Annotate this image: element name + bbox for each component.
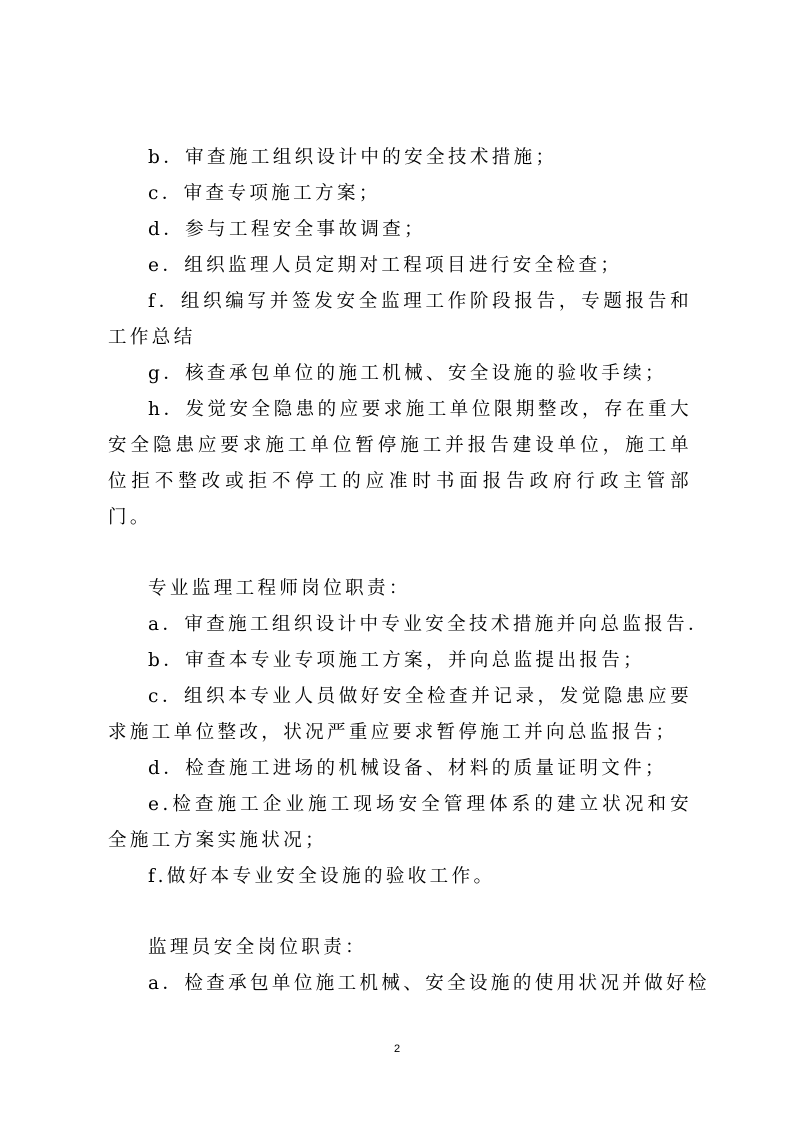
engineer-item-f: f.做好本专业安全设施的验收工作。 — [148, 866, 496, 887]
duty-item-d: d．参与工程安全事故调查； — [148, 219, 427, 240]
engineer-item-b: b．审查本专业专项施工方案，并向总监提出报告； — [148, 650, 646, 671]
duty-item-f: f．组织编写并签发安全监理工作阶段报告，专题报告和工作总结 — [108, 291, 692, 348]
duty-item-h: h．发觉安全隐患的应要求施工单位限期整改，存在重大安全隐患应要求施工单位暂停施工并报告建设单位，施工单位拒不整改或拒不停工的应准时书面报告政府行政主管部门。 — [108, 399, 692, 528]
duty-item-c: c．审查专项施工方案； — [148, 183, 381, 204]
engineer-item-e: e.检查施工企业施工现场安全管理体系的建立状况和安全施工方案实施状况； — [108, 794, 692, 851]
section-spacer — [108, 536, 692, 571]
duty-item-g: g．核查承包单位的施工机械、安全设施的验收手续； — [148, 363, 667, 384]
document-body — [108, 140, 710, 1002]
page-number: 2 — [393, 1043, 401, 1055]
engineer-item-c: c．组织本专业人员做好安全检查并记录，发觉隐患应要求施工单位整改，状况严重应要求暂停施工并向总监报告； — [108, 686, 692, 743]
duty-item-e: e．组织监理人员定期对工程项目进行安全检查； — [148, 255, 623, 276]
engineer-item-d: d．检查施工进场的机械设备、材料的质量证明文件； — [148, 758, 667, 779]
section-heading-supervisor: 监理员安全岗位职责： — [148, 937, 368, 958]
engineer-item-a: a．审查施工组织设计中专业安全技术措施并向总监报告． — [148, 614, 710, 635]
duty-item-b: b．审查施工组织设计中的安全技术措施； — [148, 147, 558, 168]
section-spacer — [108, 895, 692, 930]
supervisor-item-a: a．检查承包单位施工机械、安全设施的使用状况并做好检 — [148, 973, 710, 994]
section-heading-specialty-engineer: 专业监理工程师岗位职责： — [148, 578, 411, 599]
